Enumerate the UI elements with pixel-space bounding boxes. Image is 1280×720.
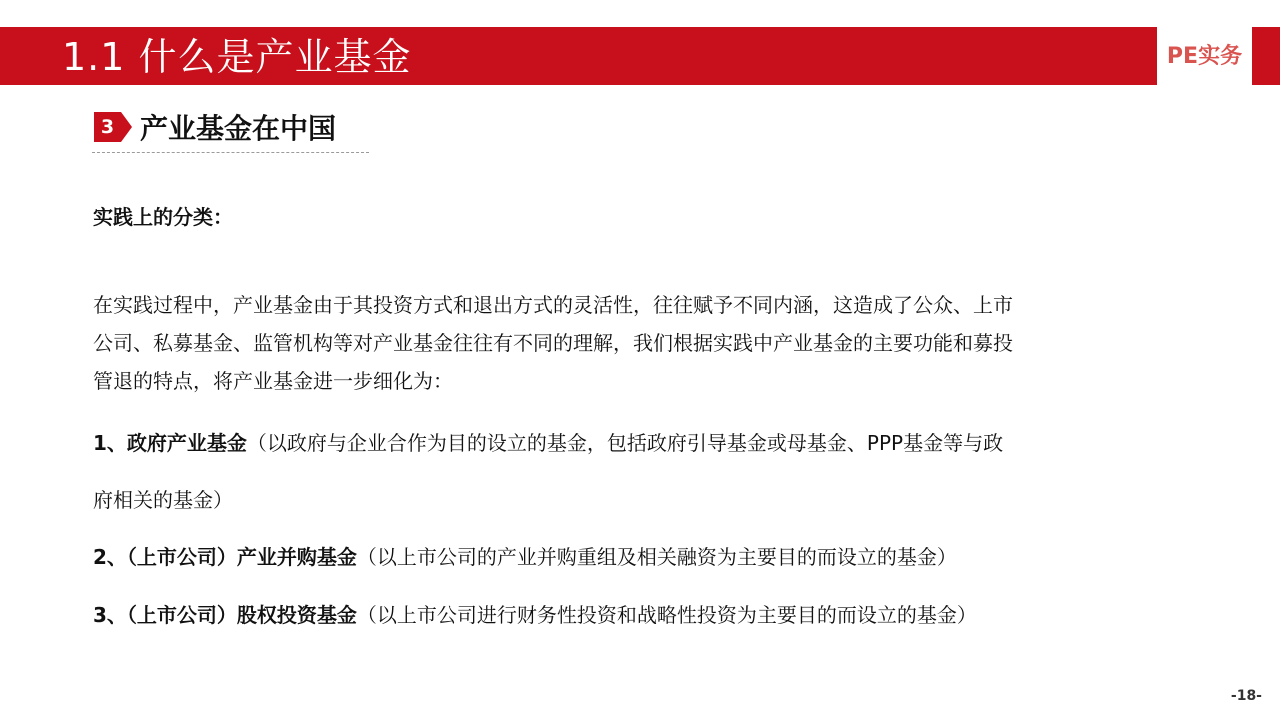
item-description: 府相关的基金） (93, 488, 233, 512)
item-label: （上市公司）产业并购基金 (126, 545, 357, 569)
list-item-3 (93, 600, 977, 630)
logo-text: PE实务 (1166, 44, 1243, 69)
item-description: （以上市公司进行财务性投资和战略性投资为主要目的而设立的基金） (356, 603, 977, 627)
item-description: （以政府与企业合作为目的设立的基金，包括政府引导基金或母基金、PPP基金等与政 (246, 431, 1004, 455)
item-description: （以上市公司的产业并购重组及相关融资为主要目的而设立的基金） (356, 545, 957, 569)
logo (1157, 27, 1252, 85)
section-heading (92, 108, 369, 153)
item-prefix: 3、 (93, 603, 127, 627)
list-item-1 (93, 428, 1003, 458)
item-prefix: 1、 (93, 431, 127, 455)
page-number: -18- (1230, 688, 1262, 704)
subheading: 实践上的分类： (93, 205, 233, 229)
item-label: 政府产业基金 (126, 431, 247, 455)
paragraph-line: 公司、私募基金、监管机构等对产业基金往往有不同的理解，我们根据实践中产业基金的主要功能和募投 (93, 331, 1013, 355)
paragraph-line: 在实践过程中，产业基金由于其投资方式和退出方式的灵活性，往往赋予不同内涵，这造成了公众、上市 (93, 293, 1013, 317)
list-item-2 (93, 542, 957, 572)
slide-title: 1.1 什么是产业基金 (62, 35, 412, 79)
paragraph-line: 管退的特点，将产业基金进一步细化为： (93, 369, 453, 393)
intro-paragraph (93, 286, 1208, 400)
list-item-1-continuation (93, 485, 233, 515)
section-arrow-icon (121, 112, 132, 142)
item-label: （上市公司）股权投资基金 (126, 603, 357, 627)
item-prefix: 2、 (93, 545, 127, 569)
section-title: 产业基金在中国 (140, 112, 337, 145)
section-number-badge: 3 (94, 112, 121, 142)
